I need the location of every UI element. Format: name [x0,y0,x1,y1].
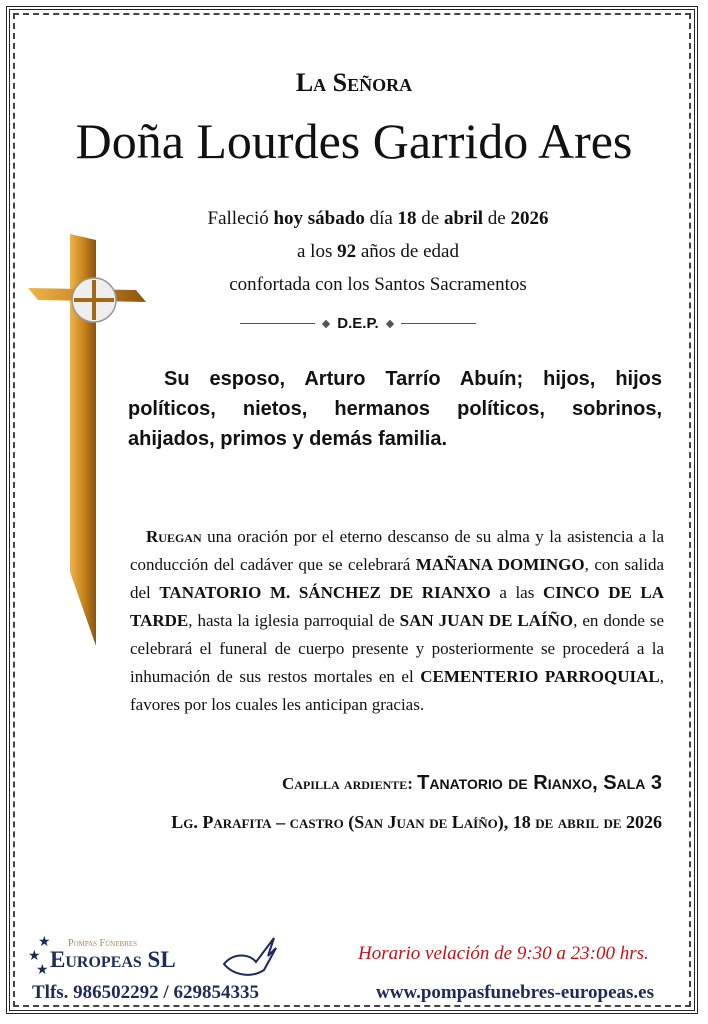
chapel-value: Tanatorio de Rianxo, Sala 3 [417,772,662,794]
text: CEMENTERIO PARROQUIAL [420,667,660,686]
website-link[interactable]: www.pompasfunebres-europeas.es [376,982,654,1003]
phone-numbers: Tlfs. 986502292 / 629854335 [32,982,259,1003]
text: SAN JUAN DE LAÍÑO [399,611,574,630]
chapel-info [282,772,662,795]
text: 92 [337,241,357,262]
text: hoy sábado [273,208,365,229]
text: años de edad [356,241,459,262]
text: de [483,208,511,229]
divider-line [240,323,315,324]
dep-divider [240,315,476,332]
text: Ruegan [146,527,202,546]
logo-subtitle: Pompas Fúnebres [68,938,137,949]
text: abril [443,208,484,229]
dove-icon [220,934,278,978]
text: 2026 [510,208,549,229]
diamond-icon [385,319,393,327]
company-logo [28,934,218,978]
ceremony-paragraph [130,523,664,719]
place-date: Lg. Parafita – castro (San Juan de Laíño), 18 de abril de 2026 [171,812,662,832]
text: día [364,208,398,229]
star-icon: ★ [38,935,51,950]
text: 18 [397,208,417,229]
text: CINCO DE LA TARDE [130,583,665,630]
viewing-hours: Horario velación de 9:30 a 23:00 hrs. [358,943,649,964]
family-paragraph: Su esposo, Arturo Tarrío Abuín; hijos, hijos políticos, nietos, hermanos políticos, sobrinos, ahijados, primos y demás familia. [128,368,662,450]
divider-line [401,323,476,324]
text: Falleció [207,208,274,229]
age-line [130,235,626,268]
text: de [416,208,444,229]
text: MAÑANA DOMINGO [415,555,585,574]
sacraments-line: confortada con los Santos Sacramentos [229,274,527,295]
death-info [130,202,626,301]
text: TANATORIO M. SÁNCHEZ DE RIANXO [159,583,491,602]
dep-text: D.E.P. [337,315,379,332]
chapel-label: Capilla ardiente: [282,774,418,793]
diamond-icon [322,319,330,327]
text: , en donde se celebrará el funeral de cuerpo presente y posteriormente se procederá a la inhumación de sus restos mortales en el [130,611,664,686]
text: una oración por el eterno descanso de su alma y la asistencia a la conducción del cadáver que se celebrará [130,527,664,574]
text: a los [297,241,338,262]
text: , con salida del [130,555,664,602]
title: La Señora [295,68,413,97]
star-icon: ★ [28,949,41,964]
logo-name: Europeas SL [50,947,176,972]
death-date-line [130,202,626,235]
deceased-name: Doña Lourdes Garrido Ares [75,113,633,169]
text: a las [490,583,543,602]
text: , favores por los cuales les anticipan gracias. [130,667,664,714]
star-icon: ★ [36,963,49,978]
text: , hasta la iglesia parroquial de [188,611,400,630]
